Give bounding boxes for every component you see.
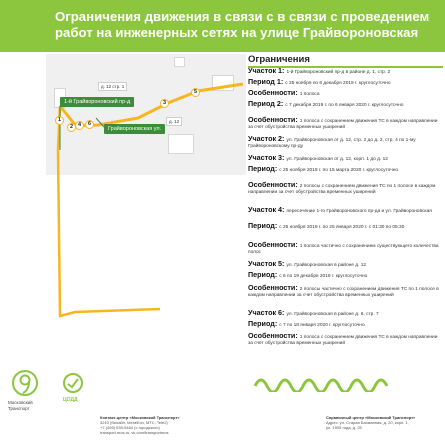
entry-label: Период: — [248, 270, 278, 279]
entry-label: Период: — [248, 319, 278, 328]
entry-label: Участок 4: — [248, 205, 285, 214]
moscow-transport-logo-icon — [10, 368, 40, 398]
map-callout: д. 12 — [166, 117, 182, 126]
entry-features — [248, 117, 443, 131]
entry-features — [248, 182, 443, 196]
service-line: ул. 1905 года, д. 25 — [326, 425, 362, 430]
entry-period — [248, 223, 443, 231]
entry-period — [248, 166, 443, 174]
entry-period-2 — [248, 101, 443, 109]
legend-title: Ограничения — [248, 54, 443, 68]
entry-text: 1 полоса частично с сохранением существующего количества полос — [248, 244, 439, 255]
entry-label: Особенности: — [248, 283, 298, 292]
entry-label: Период: — [248, 221, 278, 230]
entry-text: ул. Грайвороновская от д. 12, стр. 2 до д. 2, стр. 4 по 1-му Грайвороновскому пр-ду — [248, 138, 416, 149]
entry-label: Участок 5: — [248, 259, 285, 268]
codd-logo-icon — [62, 372, 84, 394]
contacts-line: +7 (495) 539-5454 (с городского) — [100, 425, 160, 430]
entry-label: Особенности: — [248, 240, 298, 249]
entry-text: 2 полосы частично с сохранением движения ТС по 1 полосе в каждом направлении за счет обустройства временных уширений — [248, 287, 439, 298]
entry-label: Участок 3: — [248, 153, 285, 162]
service-block — [326, 415, 441, 430]
entry-text: с 25 ноября 2019 г. по 15 марта 2020 г. круглосуточно — [279, 168, 399, 173]
entry-text: 1 полоса с сохранением движения ТС в каждом направлении за счет обустройства временных уширений — [248, 119, 438, 130]
marker-6[interactable]: 6 — [85, 120, 94, 129]
entry-text: ул. Грайвороновская в районе д. 12 — [286, 263, 367, 268]
marker-3[interactable]: 3 — [160, 99, 169, 108]
page-title: Ограничения движения в связи с в связи с проведением работ на инженерных сетях на улице Грайвороновская — [55, 9, 430, 40]
marker-4[interactable]: 4 — [75, 121, 84, 130]
contacts-line: 3210 (билайн, МегаФон, МТС, Tele2) — [100, 420, 168, 425]
building — [168, 134, 194, 154]
entry-label: Участок 2: — [248, 134, 285, 143]
entry-label: Период 2: — [248, 99, 284, 108]
contacts-title: Контакт-центр «Московский Транспорт» — [100, 415, 180, 420]
entry-label: Период: — [248, 164, 278, 173]
entry-text: с 25 ноября 2019 г. по 25 января 2020 г. с 01:30 по 05:30 — [279, 225, 405, 230]
decorative-wave-icon — [253, 374, 393, 392]
entry-text: ул. Грайвороновская от д. 12, корп. 1 до д. 12 — [286, 157, 388, 162]
entry-area-4 — [248, 207, 443, 215]
entry-period — [248, 321, 443, 329]
entry-text: 1 полоса с сохранением движения ТС в каждом направлении за счет обустройства временных уширений — [248, 335, 438, 346]
building — [212, 75, 234, 91]
entry-text: с 7 по 18 января 2020 г. круглосуточно — [279, 323, 365, 328]
entry-label: Особенности: — [248, 331, 298, 340]
entry-text: 1 полоса — [299, 92, 320, 97]
map-label-proezd: 1-й Грайвороновский пр-д — [60, 97, 134, 107]
entry-features — [248, 285, 443, 299]
entry-text: 2 полосы с сохранением движения ТС по 1 полосе в каждом направлении за счет обустройства временных уширений — [248, 184, 436, 195]
entry-text: с 25 ноября по 6 декабря 2019 г. круглосуточно — [285, 81, 391, 86]
entry-label: Особенности: — [248, 180, 298, 189]
map-label-street: Грайвороновская ул. — [104, 124, 165, 134]
entry-label: Особенности: — [248, 88, 298, 97]
entry-text: с 7 декабря 2019 г. по 6 января 2020 г. круглосуточно — [285, 103, 404, 108]
entry-label: Участок 6: — [248, 308, 285, 317]
map-callout: д. 12 стр. 1 — [98, 82, 127, 91]
entry-label: Особенности: — [248, 115, 298, 124]
entry-text: ул. Грайвороновская в районе д. 6, стр. 7 — [286, 312, 379, 317]
map — [46, 54, 246, 175]
entry-period-1 — [248, 79, 443, 87]
entry-area-1 — [248, 68, 443, 76]
entry-area-3 — [248, 155, 443, 163]
service-line: Адрес: ул. Старая Басманная, д. 20, корп. 1, — [326, 420, 409, 425]
entry-features — [248, 90, 443, 98]
entry-area-5 — [248, 261, 443, 269]
header-banner — [0, 0, 445, 52]
org-left-name: Московский Транспорт — [8, 400, 33, 411]
entry-label: Период 1: — [248, 77, 284, 86]
entry-text: 1-й Грайвороновский пр-д в районе д. 1, стр. 2 — [286, 70, 391, 75]
entry-text: с 6 по 19 декабря 2019 г. круглосуточно — [279, 274, 368, 279]
marker-2[interactable]: 2 — [67, 123, 76, 132]
entry-area-2 — [248, 136, 443, 150]
contacts-block — [100, 415, 220, 435]
entry-area-6 — [248, 310, 443, 318]
entry-label: Участок 1: — [248, 66, 285, 75]
service-title: Справочный центр «Московский Транспорт» — [326, 415, 416, 420]
entry-text: пересечение 1-го Грайвороновского пр-да и ул. Грайвороновская — [286, 209, 432, 214]
entry-features — [248, 242, 443, 256]
marker-5[interactable]: 5 — [191, 88, 200, 97]
contacts-line[interactable]: transport.mos.ru, vk.com/transportmos — [100, 430, 169, 435]
entry-features — [248, 333, 443, 347]
marker-1[interactable]: 1 — [55, 116, 64, 125]
building — [174, 57, 185, 67]
entry-period — [248, 272, 443, 280]
codd-name: ЦОДД — [63, 397, 78, 403]
